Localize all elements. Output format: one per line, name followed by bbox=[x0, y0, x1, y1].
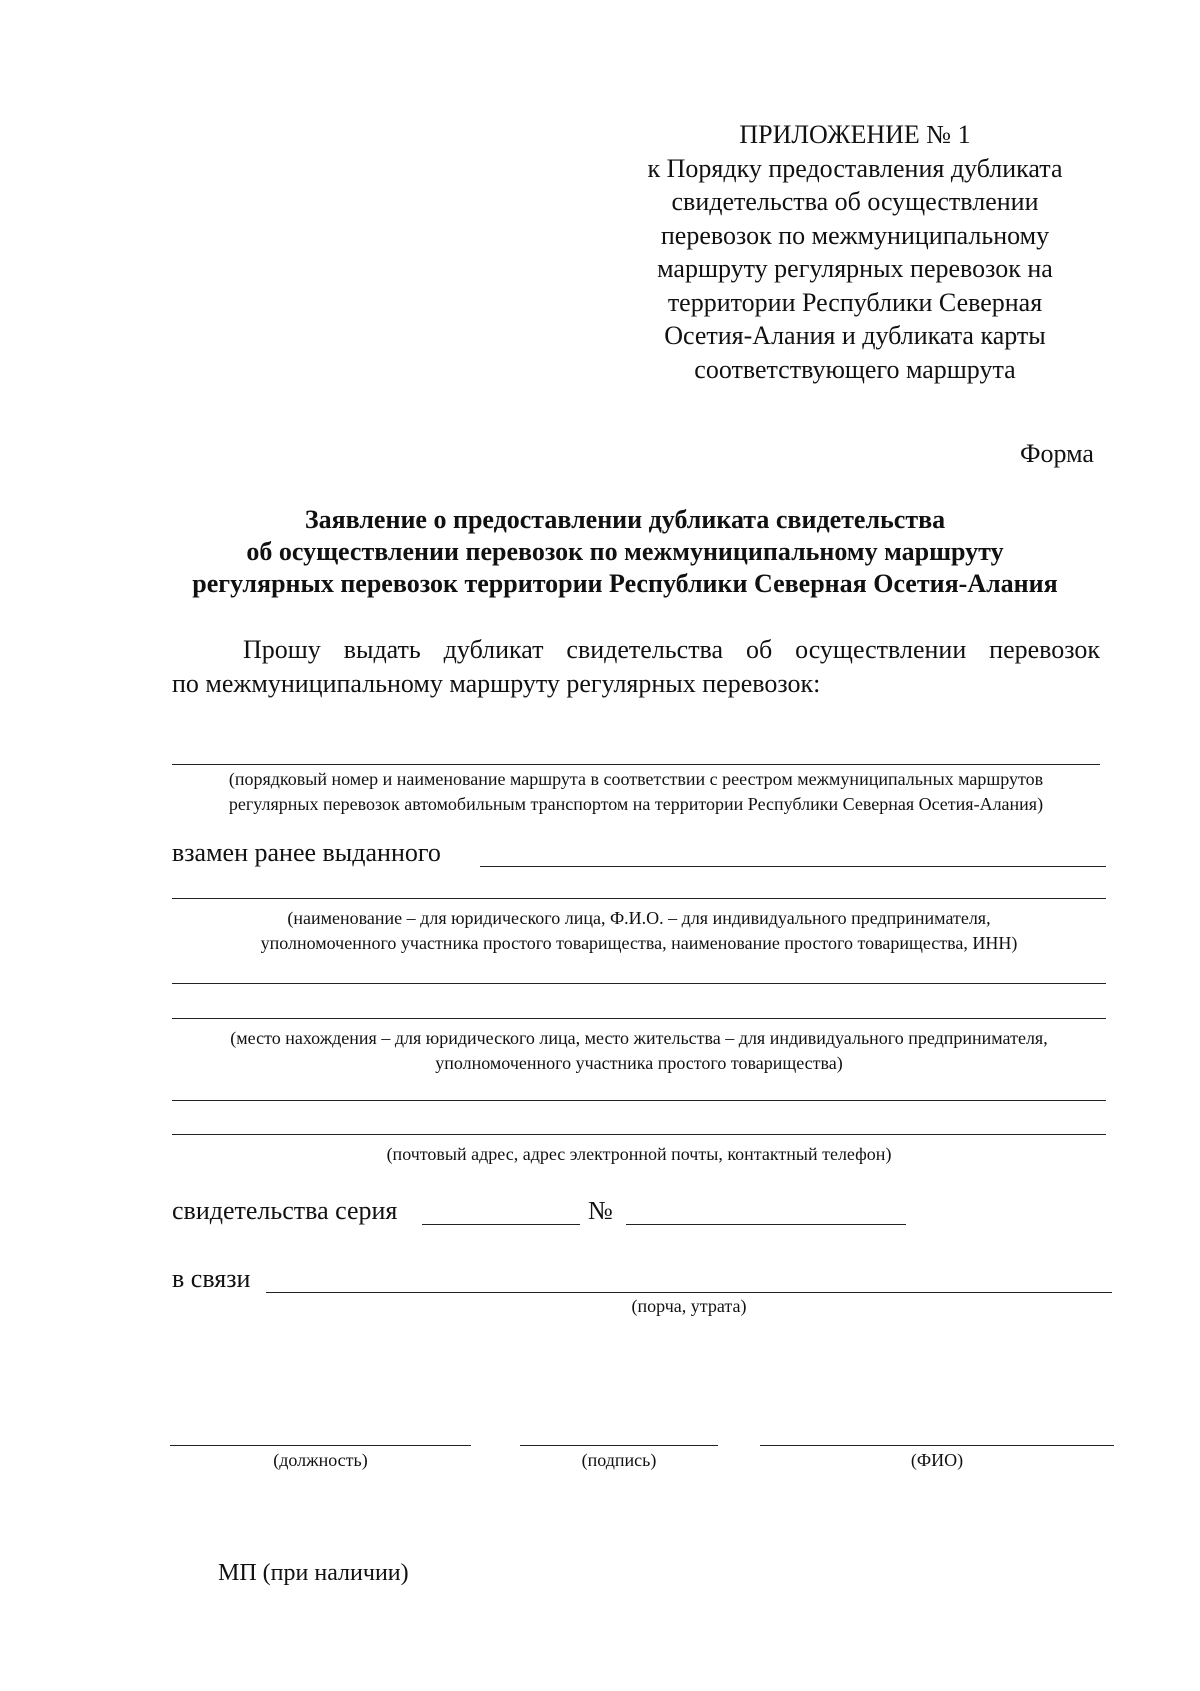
appendix-line: территории Республики Северная bbox=[667, 287, 1043, 317]
position-note: (должность) bbox=[273, 1450, 368, 1470]
appendix-line: маршруту регулярных перевозок на bbox=[657, 254, 1053, 283]
fio-input-line[interactable] bbox=[760, 1445, 1114, 1446]
appendix-line: перевозок по межмуниципальному bbox=[660, 220, 1050, 250]
contacts-input-line-2[interactable] bbox=[172, 1134, 1106, 1135]
appendix-line: ПРИЛОЖЕНИЕ № 1 bbox=[739, 120, 971, 149]
number-input-line[interactable] bbox=[626, 1224, 906, 1225]
route-input-line[interactable] bbox=[172, 764, 1100, 765]
location-input-line-2[interactable] bbox=[172, 1018, 1106, 1019]
route-note bbox=[172, 767, 1100, 817]
appendix-line: к Порядку предоставления дубликата bbox=[647, 153, 1063, 183]
reason-label: в связи bbox=[172, 1264, 251, 1293]
form-label: Форма bbox=[1020, 439, 1094, 468]
fio-note: (ФИО) bbox=[910, 1450, 964, 1470]
note-line: регулярных перевозок автомобильным транспортом на территории Республики Северная Осетия-Алания) bbox=[228, 794, 1044, 814]
document-title bbox=[150, 504, 1100, 600]
series-input-line[interactable] bbox=[422, 1224, 580, 1225]
note-line: (порядковый номер и наименование маршрута в соответствии с реестром межмуниципальных маршрутов bbox=[228, 769, 1044, 789]
position-input-line[interactable] bbox=[170, 1445, 471, 1446]
contacts-input-line-1[interactable] bbox=[172, 1100, 1106, 1101]
series-label: свидетельства серия bbox=[172, 1196, 398, 1225]
instead-input-line[interactable] bbox=[480, 866, 1106, 867]
appendix-header bbox=[610, 118, 1100, 386]
name-note bbox=[172, 906, 1106, 956]
note-line: (место нахождения – для юридического лица, место жительства – для индивидуального предпринимателя, bbox=[230, 1028, 1048, 1048]
reason-input-line[interactable] bbox=[266, 1292, 1112, 1293]
stamp-note: МП (при наличии) bbox=[218, 1560, 409, 1586]
appendix-line: Осетия-Алания и дубликата карты bbox=[664, 321, 1046, 350]
note-line: уполномоченного участника простого товарищества) bbox=[435, 1053, 843, 1073]
request-line-1: Прошу выдать дубликат свидетельства об осуществлении перевозок bbox=[243, 635, 1100, 664]
instead-label: взамен ранее выданного bbox=[172, 838, 441, 867]
signature-note: (подпись) bbox=[581, 1450, 657, 1470]
note-line: уполномоченного участника простого товарищества, наименование простого товарищества, ИНН) bbox=[260, 933, 1018, 953]
appendix-line: соответствующего маршрута bbox=[694, 354, 1016, 384]
appendix-line: свидетельства об осуществлении bbox=[671, 187, 1039, 216]
note-line: (наименование – для юридического лица, Ф.И.О. – для индивидуального предпринимателя, bbox=[287, 908, 991, 928]
title-line: регулярных перевозок территории Республики Северная Осетия-Алания bbox=[192, 569, 1058, 598]
contacts-note: (почтовый адрес, адрес электронной почты, контактный телефон) bbox=[386, 1144, 892, 1164]
title-line: об осуществлении перевозок по межмуниципальному маршруту bbox=[246, 537, 1004, 566]
location-note bbox=[172, 1026, 1106, 1076]
request-line-2: по межмуниципальному маршруту регулярных перевозок: bbox=[172, 669, 821, 698]
name-input-line[interactable] bbox=[172, 898, 1106, 899]
signature-input-line[interactable] bbox=[520, 1445, 718, 1446]
title-line: Заявление о предоставлении дубликата свидетельства bbox=[304, 505, 946, 534]
location-input-line-1[interactable] bbox=[172, 983, 1106, 984]
number-label: № bbox=[588, 1196, 613, 1225]
reason-note: (порча, утрата) bbox=[631, 1296, 747, 1316]
